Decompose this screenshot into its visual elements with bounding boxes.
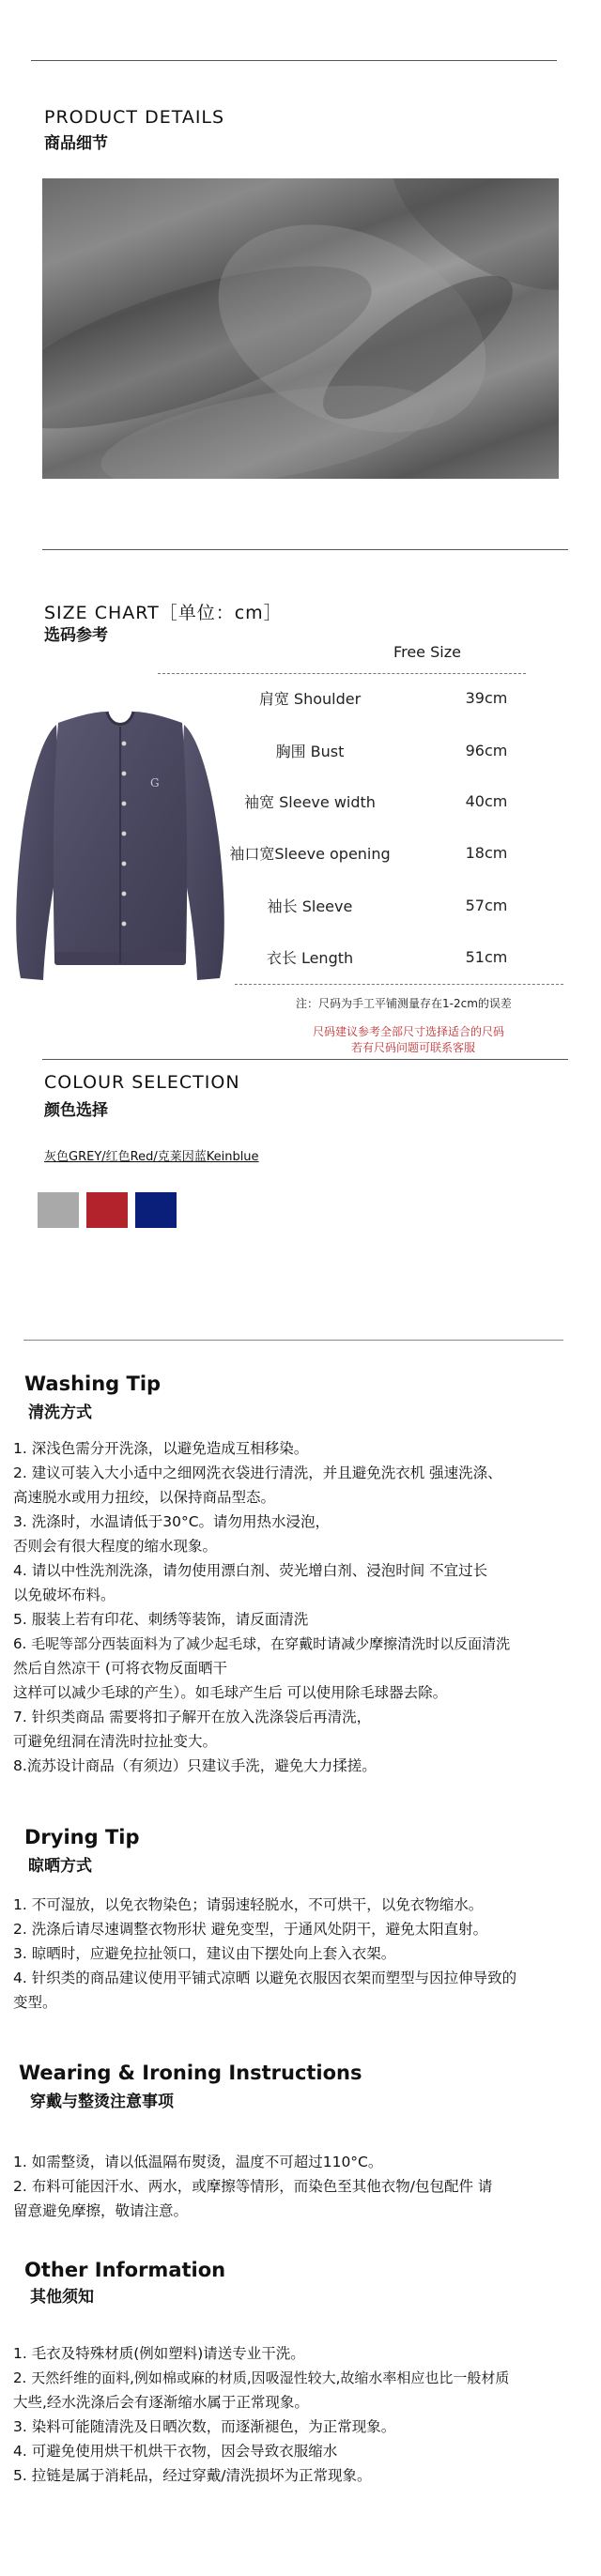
size-red-note: 若有尺码问题可联系客服 (350, 1041, 475, 1054)
washing-line: 可避免纽洞在清洗时拉扯变大。 (13, 1733, 218, 1750)
washing-line: 1. 深浅色需分开洗涤，以避免造成互相移染。 (13, 1440, 309, 1457)
top-divider (31, 60, 557, 61)
washing-line: 5. 服装上若有印花、刺绣等装饰，请反面清洗 (13, 1611, 309, 1628)
drying-line: 2. 洗涤后请尽速调整衣物形状 避免变型，于通风处阴干，避免太阳直射。 (13, 1921, 488, 1938)
drying-line: 1. 不可湿放，以免衣物染色；请弱速轻脱水，不可烘干，以免衣物缩水。 (13, 1896, 484, 1913)
table-top-line (158, 673, 526, 674)
ironing-title: Wearing & Ironing Instructions (19, 2062, 362, 2084)
other-line: 大些,经水洗涤后会有逐渐缩水属于正常现象。 (13, 2394, 309, 2411)
ironing-line: 留意避免摩擦，敬请注意。 (13, 2202, 189, 2219)
washing-line: 这样可以减少毛球的产生）。如毛球产生后 可以使用除毛球器去除。 (13, 1684, 448, 1701)
washing-line: 4. 请以中性洗剂洗涤，请勿使用漂白剂、荧光增白剂、浸泡时间 不宜过长 (13, 1562, 488, 1579)
size-row-value: 18cm (465, 844, 508, 862)
washing-line: 否则会有很大程度的缩水现象。 (13, 1538, 218, 1555)
other-info-title: Other Information (24, 2259, 226, 2281)
washing-line: 7. 针织类商品 需要将扣子解开在放入洗涤袋后再清洗， (13, 1709, 372, 1725)
drying-line: 4. 针织类的商品建议使用平铺式凉晒 以避免衣服因衣架而塑型与因拉伸导致的 (13, 1970, 517, 1986)
size-chart-divider (42, 549, 568, 550)
fabric-detail-photo (42, 178, 559, 479)
colour-selection-title: COLOUR SELECTION (44, 1072, 240, 1093)
table-bottom-line (235, 984, 563, 985)
size-column-header: Free Size (393, 643, 461, 661)
drying-line: 3. 晾晒时，应避免拉扯领口，建议由下摆处向上套入衣架。 (13, 1945, 396, 1962)
size-chart-title: SIZE CHART［单位：cm］ (44, 603, 283, 623)
drying-tip-subtitle: 晾晒方式 (28, 1857, 92, 1876)
ironing-line: 2. 布料可能因汗水、两水，或摩擦等情形，而染色至其他衣物/包包配件 请 (13, 2178, 493, 2195)
size-row-value: 39cm (465, 689, 508, 707)
size-row-label: 袖口宽Sleeve opening (229, 845, 391, 863)
colour-swatch-klein-blue[interactable] (135, 1192, 177, 1228)
cardigan-product-image (9, 706, 231, 991)
size-row-label: 肩宽 Shoulder (258, 690, 362, 708)
colour-swatch-grey[interactable] (38, 1192, 79, 1228)
colour-options-text: 灰色GREY/红色Red/克莱因蓝Keinblue (44, 1150, 259, 1164)
washing-line: 8.流苏设计商品（有须边）只建议手洗，避免大力揉搓。 (13, 1757, 377, 1774)
colour-swatch-red[interactable] (86, 1192, 128, 1228)
size-row-label: 衣长 Length (266, 949, 354, 967)
washing-line: 6. 毛呢等部分西装面料为了减少起毛球，在穿戴时请减少摩擦清洗时以反面清洗 (13, 1635, 511, 1652)
washing-tip-subtitle: 清洗方式 (28, 1403, 92, 1422)
washing-divider (23, 1340, 563, 1341)
washing-tip-title: Washing Tip (24, 1372, 162, 1395)
size-red-note: 尺码建议参考全部尺寸选择适合的尺码 (312, 1025, 504, 1038)
size-row-value: 57cm (465, 897, 508, 914)
size-row-label: 袖宽 Sleeve width (244, 793, 376, 811)
washing-line: 2. 建议可装入大小适中之细网洗衣袋进行清洗，并且避免洗衣机 强速洗涤、 (13, 1464, 502, 1481)
other-line: 2. 天然纤维的面料,例如棉或麻的材质,因吸湿性较大,故缩水率相应也比一般材质 (13, 2369, 510, 2386)
drying-tip-title: Drying Tip (24, 1826, 140, 1848)
size-row-value: 51cm (465, 948, 508, 966)
washing-line: 高速脱水或用力扭绞，以保持商品型态。 (13, 1489, 276, 1506)
washing-line: 3. 洗涤时，水温请低于30°C。请勿用热水浸泡， (13, 1513, 331, 1530)
washing-line: 以免破坏布料。 (13, 1587, 116, 1603)
size-row-label: 袖长 Sleeve (267, 897, 353, 915)
other-line: 4. 可避免使用烘干机烘干衣物，因会导致衣服缩水 (13, 2443, 338, 2460)
drying-line: 变型。 (13, 1994, 57, 2011)
other-info-subtitle: 其他须知 (30, 2288, 94, 2307)
ironing-line: 1. 如需整烫，请以低温隔布熨烫，温度不可超过110°C。 (13, 2154, 383, 2170)
size-row-label: 胸围 Bust (275, 743, 345, 760)
product-details-subtitle: 商品细节 (44, 134, 108, 153)
colour-selection-subtitle: 颜色选择 (44, 1101, 108, 1120)
other-line: 3. 染料可能随清洗及日晒次数，而逐渐褪色，为正常现象。 (13, 2418, 396, 2435)
size-row-value: 96cm (465, 742, 508, 759)
washing-line: 然后自然凉干 (可将衣物反面晒干 (13, 1660, 227, 1677)
svg-text:G: G (150, 776, 160, 790)
size-note: 注：尺码为手工平铺测量存在1-2cm的误差 (296, 997, 512, 1010)
product-details-title: PRODUCT DETAILS (44, 107, 225, 128)
other-line: 1. 毛衣及特殊材质(例如塑料)请送专业干洗。 (13, 2345, 305, 2362)
colour-divider (42, 1059, 568, 1060)
size-row-value: 40cm (465, 792, 508, 810)
ironing-subtitle: 穿戴与整烫注意事项 (30, 2093, 174, 2111)
size-chart-subtitle: 选码参考 (44, 626, 108, 645)
other-line: 5. 拉链是属于消耗品，经过穿戴/清洗损坏为正常现象。 (13, 2467, 372, 2484)
